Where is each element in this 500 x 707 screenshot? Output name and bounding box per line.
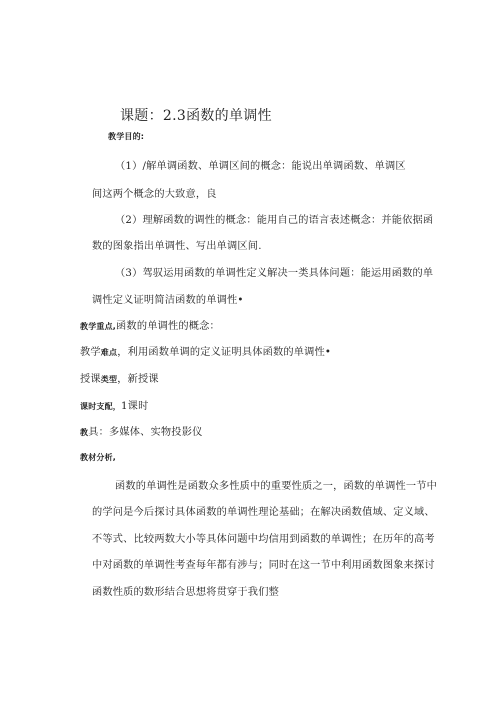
difficulty-row	[80, 343, 331, 358]
time-text: 1课时	[121, 401, 149, 412]
objective-2-line-1: （2）理解函数的调性的概念：能用自己的语言表述概念：并能依据函	[115, 215, 434, 226]
key-point-label: 教学重点,	[80, 322, 117, 331]
difficulty-text: ，利用函数单调的定义证明具体函数的单调性•	[117, 347, 332, 358]
lesson-type-prefix: 授课	[80, 374, 101, 385]
objective-2-line-2: 数的图象指出单调性、写出单调区间.	[92, 241, 262, 252]
objectives-heading: 教学目的:	[108, 132, 145, 141]
analysis-line-4: 中对函数的单调性考查每年都有涉与；同时在这一节中利用函数图象来探讨	[92, 560, 435, 571]
analysis-heading: 教材分析,	[80, 453, 117, 462]
analysis-line-1: 函数的单调性是函数众多性质中的重要性质之一，函数的单调性一节中	[115, 481, 438, 492]
analysis-line-5: 函数性质的数形结合思想将贯穿于我们整	[92, 587, 279, 598]
analysis-line-2: 的学问是今后探讨具体函数的单调性理论基础；在解决函数值域、定义域、	[92, 507, 435, 518]
lesson-type-label: 类型	[100, 375, 118, 384]
difficulty-label: 难点	[100, 348, 118, 357]
objective-1-line-2: 间这两个概念的大致意，良	[92, 189, 217, 200]
tools-row	[80, 423, 202, 438]
key-point-row	[80, 317, 220, 332]
objective-3-line-1: （3）驾驭运用函数的单调性定义解决一类具体问题：能运用函数的单	[115, 268, 434, 279]
difficulty-prefix: 教学	[80, 347, 101, 358]
tools-label: 教	[80, 428, 89, 437]
lesson-type-text: ，新授课	[117, 374, 159, 385]
tools-text: 具：多媒体、实物投影仪	[88, 427, 203, 438]
lesson-title: 课题：2.3函数的单调性	[120, 108, 272, 124]
lesson-type-row	[80, 370, 159, 385]
objective-3-line-2: 调性定义证明简洁函数的单调性•	[92, 295, 244, 306]
analysis-line-3: 不等式、比较两数大小等具体问题中均信用到函数的单调性；在历年的高考	[92, 534, 435, 545]
objective-1-line-1: （1）/解单调函数、单调区间的概念：能说出单调函数、单调区	[115, 161, 406, 172]
time-label: 课时支配，	[80, 402, 121, 411]
time-row	[80, 397, 148, 412]
key-point-text: 函数的单调性的概念：	[116, 321, 220, 332]
